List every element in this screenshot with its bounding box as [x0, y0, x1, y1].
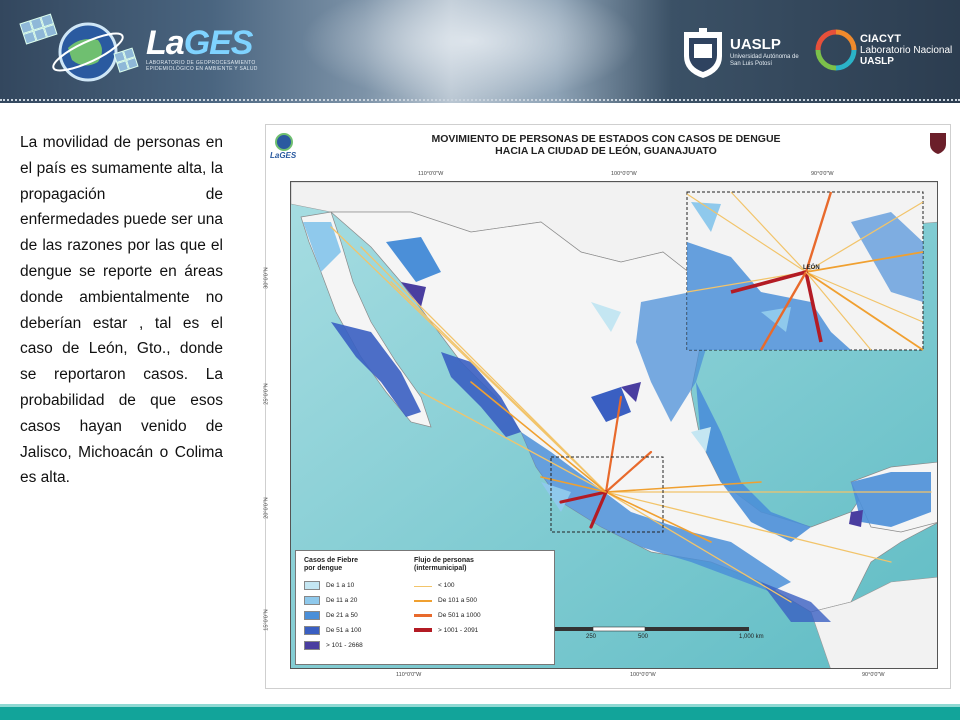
map-title: MOVIMIENTO DE PERSONAS DE ESTADOS CON CASOS DE DENGUE HACIA LA CIUDAD DE LEÓN, GUANAJUATO — [431, 133, 781, 157]
legend-cases-title: Casos de Fiebre por dengue — [304, 557, 359, 572]
lat-tick-left-15: 15°0'0"N — [263, 609, 270, 631]
lages-wordmark: LaGES — [146, 24, 253, 62]
description-paragraph: La movilidad de personas en el país es sumamente alta, la propagación de enfermedades puede ser una de las razones por las que el dengue se reporte en áreas donde ambientalmente no deberían estar , tal es el caso de León, Gto., donde se reportaron casos. La probabilidad de que esos casos hayan venido de Jalisco, Michoacán o Colima es alta. — [20, 134, 223, 487]
lon-tick-top-100: 100°0'0"W — [611, 171, 637, 177]
legend-label-cases-3: De 21 a 50 — [326, 612, 358, 619]
legend-label-flow-4: > 1001 - 2091 — [438, 627, 479, 634]
footer-bar — [0, 707, 960, 720]
legend-label-cases-4: De 51 a 100 — [326, 627, 362, 634]
header-dotted-divider — [0, 99, 960, 103]
scale-label-1000: 1,000 km — [739, 634, 764, 640]
uaslp-shield-icon — [680, 26, 726, 80]
legend-swatch-cases-2 — [304, 596, 320, 605]
scale-bar — [541, 627, 749, 631]
lat-tick-left-30: 30°0'0"N — [263, 267, 270, 289]
lon-tick-bottom-100: 100°0'0"W — [630, 672, 656, 678]
scale-label-250: 250 — [586, 634, 597, 640]
scale-label-500: 500 — [638, 634, 649, 640]
header-photo-lab — [300, 0, 640, 103]
legend-label-flow-1: < 100 — [438, 582, 455, 589]
legend-swatch-cases-5 — [304, 641, 320, 650]
legend-flow-title: Flujo de personas (intermunicipal) — [414, 557, 474, 572]
lon-tick-top-110: 110°0'0"W — [418, 171, 444, 177]
legend-label-cases-5: > 101 - 2668 — [326, 642, 363, 649]
leon-city-label: LEÓN — [803, 265, 820, 271]
lon-tick-top-90: 90°0'0"W — [811, 171, 834, 177]
leon-inset — [687, 192, 923, 350]
legend-swatch-cases-1 — [304, 581, 320, 590]
lon-tick-bottom-110: 110°0'0"W — [396, 672, 422, 678]
legend-label-cases-2: De 11 a 20 — [326, 597, 358, 604]
legend-line-flow-4 — [414, 628, 432, 632]
lat-tick-left-25: 25°0'0"N — [263, 383, 270, 405]
uaslp-subtitle: Universidad Autónoma de San Luis Potosí — [730, 54, 799, 67]
ciacyt-wordmark: CIACYT Laboratorio Nacional UASLP — [860, 33, 953, 67]
map-logo-text: LaGES — [270, 151, 297, 160]
map-legend — [295, 550, 555, 665]
map-uaslp-shield-icon — [928, 131, 948, 155]
legend-label-cases-1: De 1 a 10 — [326, 582, 355, 589]
legend-label-flow-3: De 501 a 1000 — [438, 612, 481, 619]
legend-label-flow-2: De 101 a 500 — [438, 597, 478, 604]
legend-line-flow-2 — [414, 600, 432, 602]
lon-tick-bottom-90: 90°0'0"W — [862, 672, 885, 678]
lages-subtitle: LABORATORIO DE GEOPROCESAMIENTO EPIDEMIOLÓGICO EN AMBIENTE Y SALUD — [146, 60, 258, 72]
dengue-map-figure — [265, 124, 951, 689]
map-frame — [290, 181, 938, 669]
lat-tick-left-20: 20°0'0"N — [263, 497, 270, 519]
header-banner — [0, 0, 960, 103]
legend-line-flow-1 — [414, 586, 432, 587]
legend-line-flow-3 — [414, 614, 432, 617]
uaslp-wordmark: UASLP — [730, 36, 781, 53]
ciacyt-logo-icon — [814, 28, 858, 72]
legend-swatch-cases-3 — [304, 611, 320, 620]
legend-swatch-cases-4 — [304, 626, 320, 635]
